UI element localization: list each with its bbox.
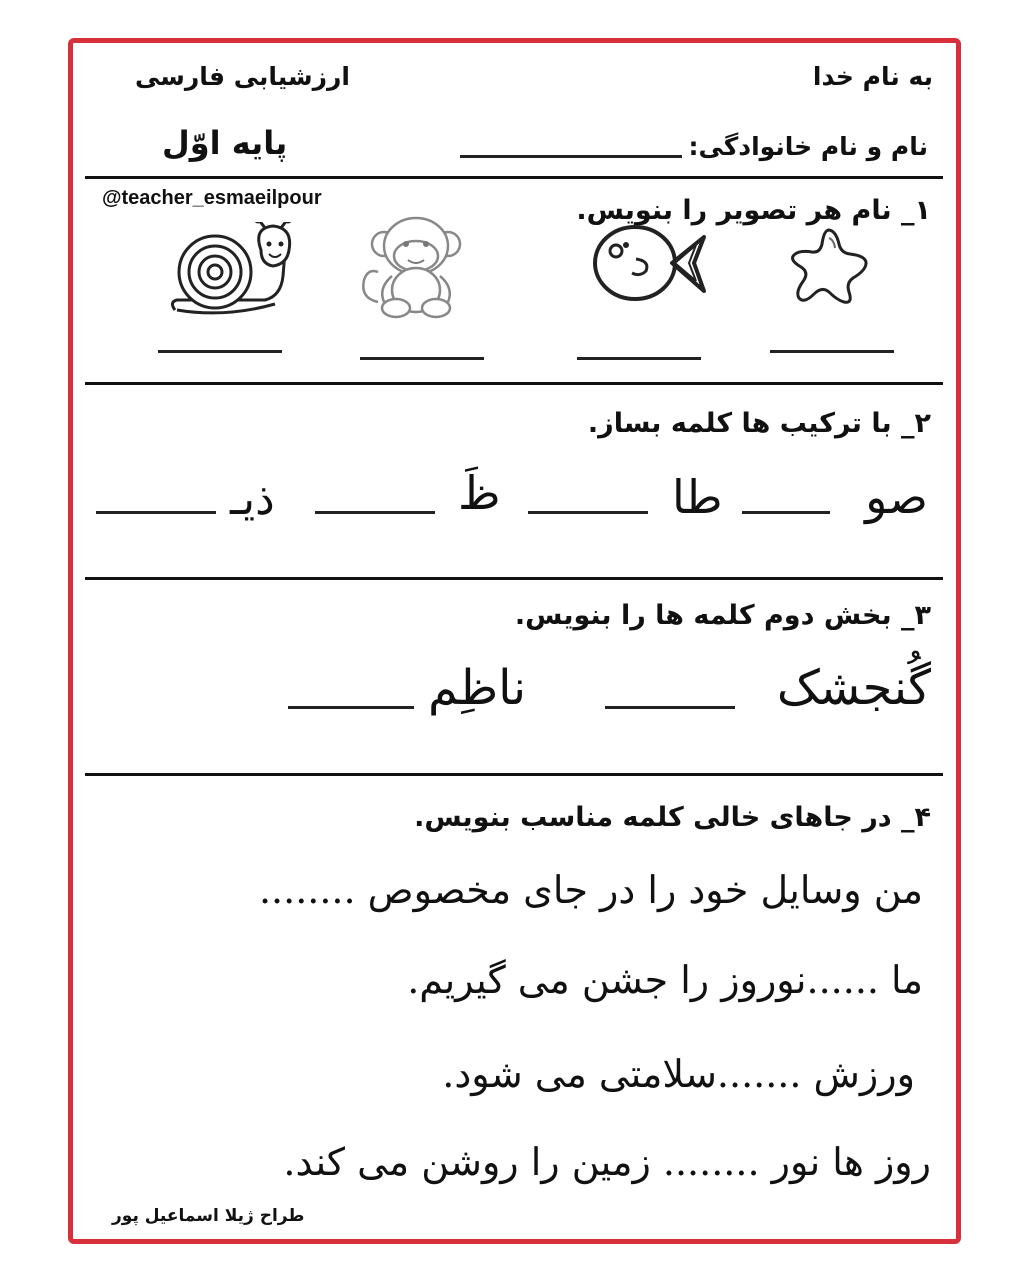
syllable-blank-4 bbox=[96, 511, 216, 514]
bismillah-heading: به نام خدا bbox=[812, 62, 933, 91]
snail-icon bbox=[165, 222, 295, 322]
syllable-za: ظَ bbox=[458, 466, 501, 520]
grade-label: پایه اوّل bbox=[162, 124, 288, 162]
syllable-blank-3 bbox=[315, 511, 435, 514]
word-nazem: ناظِم bbox=[428, 660, 527, 716]
name-label: نام و نام خانوادگی: bbox=[688, 132, 928, 161]
q2-title: ۲_ با ترکیب ها کلمه بساز. bbox=[587, 408, 931, 439]
header-divider bbox=[85, 176, 943, 179]
answer-blank-fish bbox=[577, 357, 701, 360]
answer-blank-star bbox=[770, 350, 894, 353]
sentence-4: روز ها نور ........ زمین را روشن می کند. bbox=[283, 1140, 931, 1184]
q2-divider bbox=[85, 577, 943, 580]
answer-blank-snail bbox=[158, 350, 282, 353]
q1-title: ۱_ نام هر تصویر را بنویس. bbox=[576, 195, 931, 226]
syllable-blank-1 bbox=[742, 511, 830, 514]
fish-icon bbox=[590, 215, 710, 307]
syllable-blank-2 bbox=[528, 511, 648, 514]
assessment-title: ارزشیابی فارسی bbox=[135, 62, 350, 91]
q1-divider bbox=[85, 382, 943, 385]
sentence-1: من وسایل خود را در جای مخصوص ........ bbox=[258, 868, 923, 912]
sentence-3: ورزش .......سلامتی می شود. bbox=[442, 1052, 915, 1096]
word-gonjeshk: گُنجشک bbox=[776, 660, 931, 716]
syllable-ta: طا bbox=[672, 470, 723, 524]
word-blank-2 bbox=[288, 706, 414, 709]
answer-blank-monkey bbox=[360, 357, 484, 360]
syllable-zi: ذیـ bbox=[230, 474, 275, 525]
name-blank bbox=[460, 155, 682, 158]
star-icon bbox=[786, 226, 872, 306]
sentence-2: ما ......نوروز را جشن می گیریم. bbox=[407, 958, 923, 1002]
q3-divider bbox=[85, 773, 943, 776]
monkey-icon bbox=[356, 212, 476, 322]
designer-credit: طراح ژیلا اسماعیل پور bbox=[112, 1206, 305, 1226]
q4-title: ۴_ در جاهای خالی کلمه مناسب بنویس. bbox=[414, 802, 931, 833]
word-blank-1 bbox=[605, 706, 735, 709]
syllable-sou: صو bbox=[865, 470, 928, 524]
instagram-handle: @teacher_esmaeilpour bbox=[102, 187, 322, 209]
q3-title: ۳_ بخش دوم کلمه ها را بنویس. bbox=[514, 600, 931, 631]
